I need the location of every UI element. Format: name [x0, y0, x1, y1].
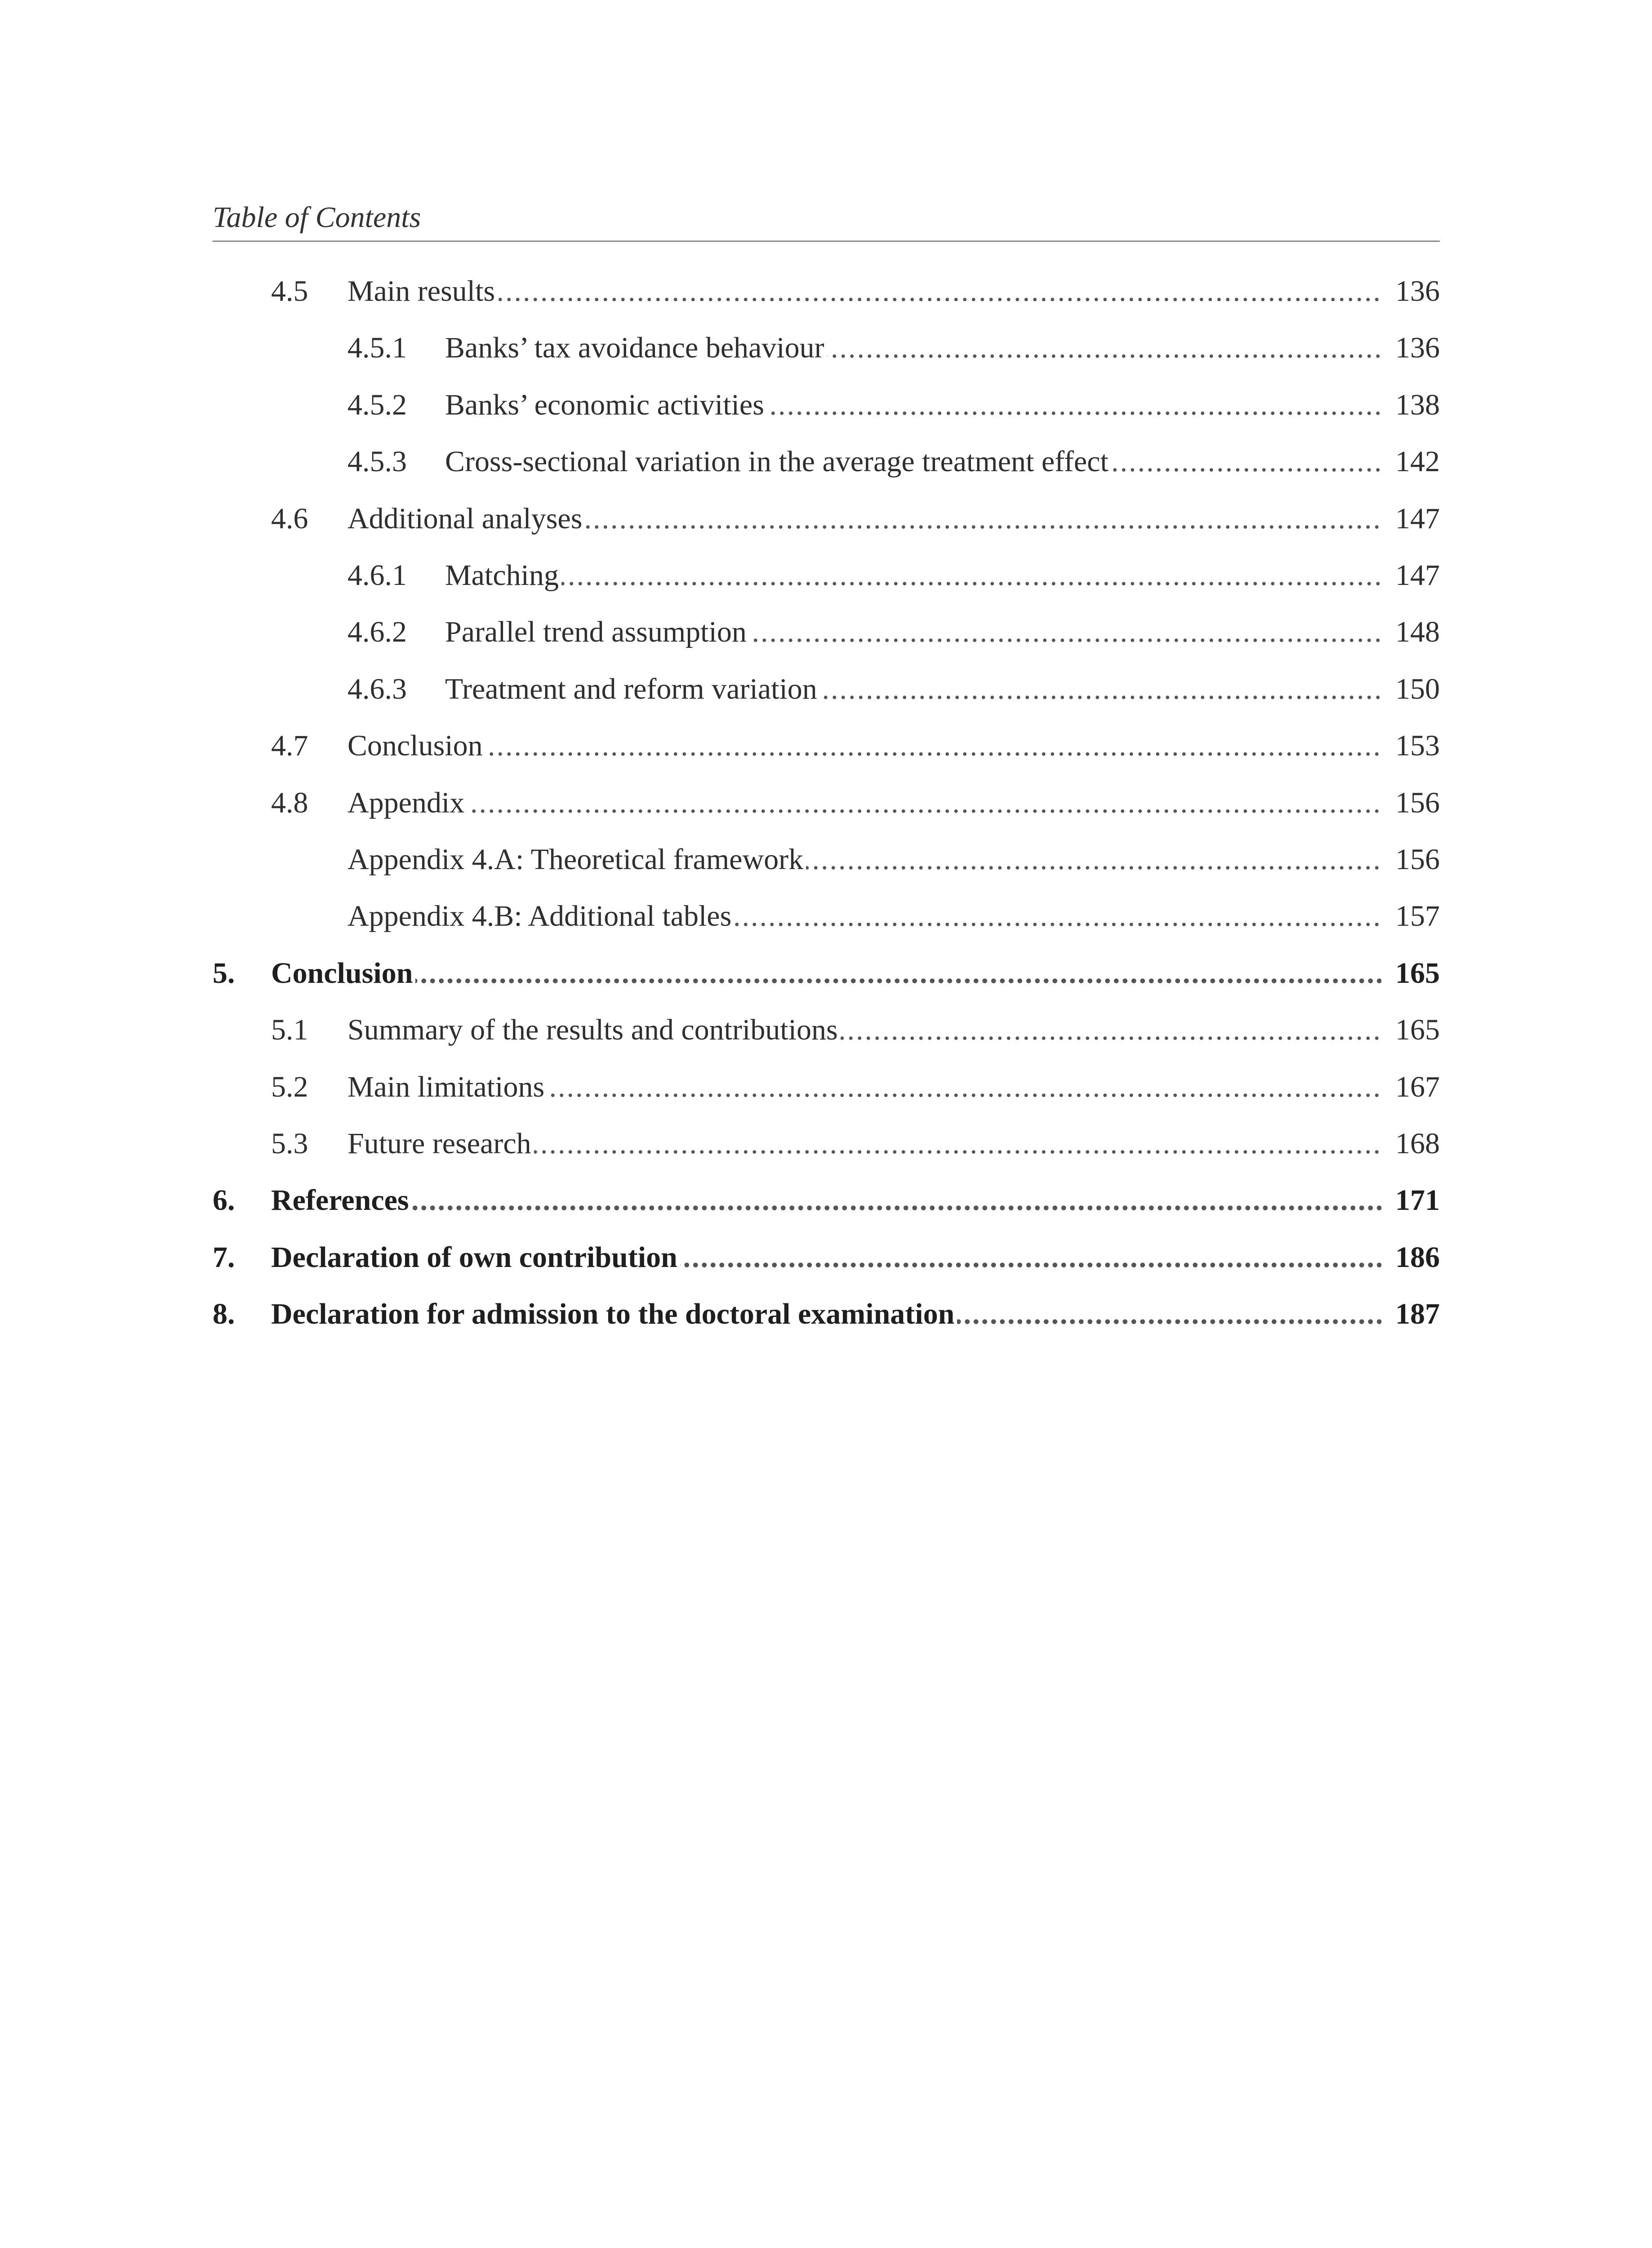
toc-entry-title-wrap	[347, 781, 1381, 825]
toc-entry-page: 156	[1384, 838, 1440, 881]
toc-entry-title: Declaration for admission to the doctoral examination	[271, 1298, 957, 1330]
toc-entry[interactable]	[213, 952, 1440, 995]
toc-entry[interactable]	[213, 1179, 1440, 1222]
toc-entry-title: Declaration of own contribution	[271, 1241, 680, 1274]
toc-entry-page: 186	[1384, 1236, 1440, 1279]
toc-leader-dots	[445, 554, 1381, 597]
toc-entry[interactable]	[271, 1008, 1440, 1052]
toc-leader-dots	[271, 952, 1381, 995]
toc-entry-number: 4.6.3	[347, 672, 407, 705]
toc-entry-page: 150	[1384, 668, 1440, 711]
toc-leader-dots	[271, 1179, 1381, 1222]
toc-entry-page: 187	[1384, 1293, 1440, 1336]
toc-entry[interactable]	[347, 554, 1440, 597]
toc-entry-title-wrap	[347, 1008, 1381, 1052]
toc-entry[interactable]	[271, 270, 1440, 313]
toc-entry-title: Summary of the results and contributions	[347, 1013, 841, 1046]
toc-entry-title-wrap	[347, 1066, 1381, 1109]
toc-entry[interactable]	[347, 326, 1440, 370]
toc-entry[interactable]	[213, 1293, 1440, 1336]
toc-entry-number: 8.	[213, 1298, 235, 1331]
toc-leader-dots	[347, 270, 1381, 313]
toc-leader-dots	[347, 781, 1381, 825]
toc-entry-title-wrap	[445, 611, 1381, 654]
toc-entry-title-wrap	[445, 440, 1381, 483]
toc-entry-page: 148	[1384, 611, 1440, 654]
toc-entry-number: 4.5	[271, 275, 308, 308]
toc-entry[interactable]	[213, 1236, 1440, 1279]
toc-entry-title: Banks’ tax avoidance behaviour	[445, 331, 827, 364]
toc-entry-title-wrap	[347, 724, 1381, 767]
toc-entry-number: 4.6.2	[347, 616, 407, 649]
toc-entry-number: 5.1	[271, 1013, 308, 1047]
toc-entry-title: Conclusion	[347, 729, 485, 762]
toc-entry-title-wrap	[271, 1236, 1381, 1279]
toc-entry-title-wrap	[271, 1179, 1381, 1222]
toc-entry-title: Appendix 4.B: Additional tables	[347, 900, 734, 932]
toc-entry-number: 5.2	[271, 1070, 308, 1103]
toc-entry-title-wrap	[271, 1293, 1381, 1336]
toc-entry-title-wrap	[271, 952, 1381, 995]
toc-entry-number: 5.	[213, 956, 235, 990]
toc-entry-page: 153	[1384, 724, 1440, 767]
toc-entry-title: Main limitations	[347, 1070, 547, 1103]
toc-entry-title-wrap	[347, 270, 1381, 313]
toc-entry-title: Appendix 4.A: Theoretical framework	[347, 843, 806, 876]
toc-entry-page: 168	[1384, 1122, 1440, 1165]
toc-entry[interactable]	[271, 497, 1440, 540]
toc-entry-title: Conclusion	[271, 957, 415, 990]
toc-entry[interactable]	[347, 611, 1440, 654]
toc-entry-title-wrap	[347, 895, 1381, 938]
toc-entry-title: Treatment and reform variation	[445, 673, 820, 705]
toc-entry-title: Matching	[445, 559, 561, 592]
toc-entry-page: 147	[1384, 554, 1440, 597]
toc-entry-title: References	[271, 1184, 412, 1217]
toc-entry-number: 4.7	[271, 729, 308, 763]
toc-entry[interactable]	[347, 668, 1440, 711]
toc-entry-number: 4.6	[271, 502, 308, 535]
toc-entry[interactable]	[347, 440, 1440, 483]
toc-entry-title: Banks’ economic activities	[445, 388, 767, 421]
toc-entry-number: 4.5.2	[347, 388, 407, 421]
page-header-title: Table of Contents	[213, 201, 421, 234]
toc-entry-title: Appendix	[347, 786, 467, 819]
toc-entry-page: 171	[1384, 1179, 1440, 1222]
toc-entry-page: 142	[1384, 440, 1440, 483]
toc-entry-title-wrap	[445, 668, 1381, 711]
toc-entry-title: Main results	[347, 275, 498, 308]
toc-entry-title-wrap	[445, 554, 1381, 597]
toc-entry-number: 6.	[213, 1184, 235, 1217]
toc-entry[interactable]	[271, 781, 1440, 825]
toc-entry-page: 136	[1384, 270, 1440, 313]
toc-entry-number: 4.8	[271, 786, 308, 819]
toc-entry-page: 138	[1384, 384, 1440, 427]
toc-entry-page: 157	[1384, 895, 1440, 938]
toc-entry[interactable]	[347, 838, 1440, 881]
toc-entry-number: 4.5.1	[347, 331, 407, 365]
toc-entry-title-wrap	[445, 326, 1381, 370]
toc-entry-page: 136	[1384, 326, 1440, 370]
toc-entry[interactable]	[271, 724, 1440, 767]
toc-entry-page: 165	[1384, 952, 1440, 995]
toc-entry-title-wrap	[445, 384, 1381, 427]
toc-entry-page: 167	[1384, 1066, 1440, 1109]
toc-entry-number: 4.6.1	[347, 559, 407, 592]
toc-entry-number: 4.5.3	[347, 445, 407, 478]
toc-entry-number: 7.	[213, 1240, 235, 1274]
toc-entry-title-wrap	[347, 838, 1381, 881]
toc-entry-title: Future research	[347, 1127, 534, 1160]
toc-entry-page: 147	[1384, 497, 1440, 540]
toc-entry-title: Cross-sectional variation in the average treatment effect	[445, 445, 1111, 478]
toc-entry-number: 5.3	[271, 1127, 308, 1160]
toc-entry-title: Parallel trend assumption	[445, 616, 749, 648]
toc-entry-title: Additional analyses	[347, 502, 585, 535]
toc-entry-page: 165	[1384, 1008, 1440, 1052]
toc-entry-title-wrap	[347, 1122, 1381, 1165]
toc-leader-dots	[347, 724, 1381, 767]
toc-entry-title-wrap	[347, 497, 1381, 540]
toc-entry[interactable]	[271, 1122, 1440, 1165]
toc-entry[interactable]	[271, 1066, 1440, 1109]
toc-entry[interactable]	[347, 895, 1440, 938]
toc-entry-page: 156	[1384, 781, 1440, 825]
toc-entry[interactable]	[347, 384, 1440, 427]
